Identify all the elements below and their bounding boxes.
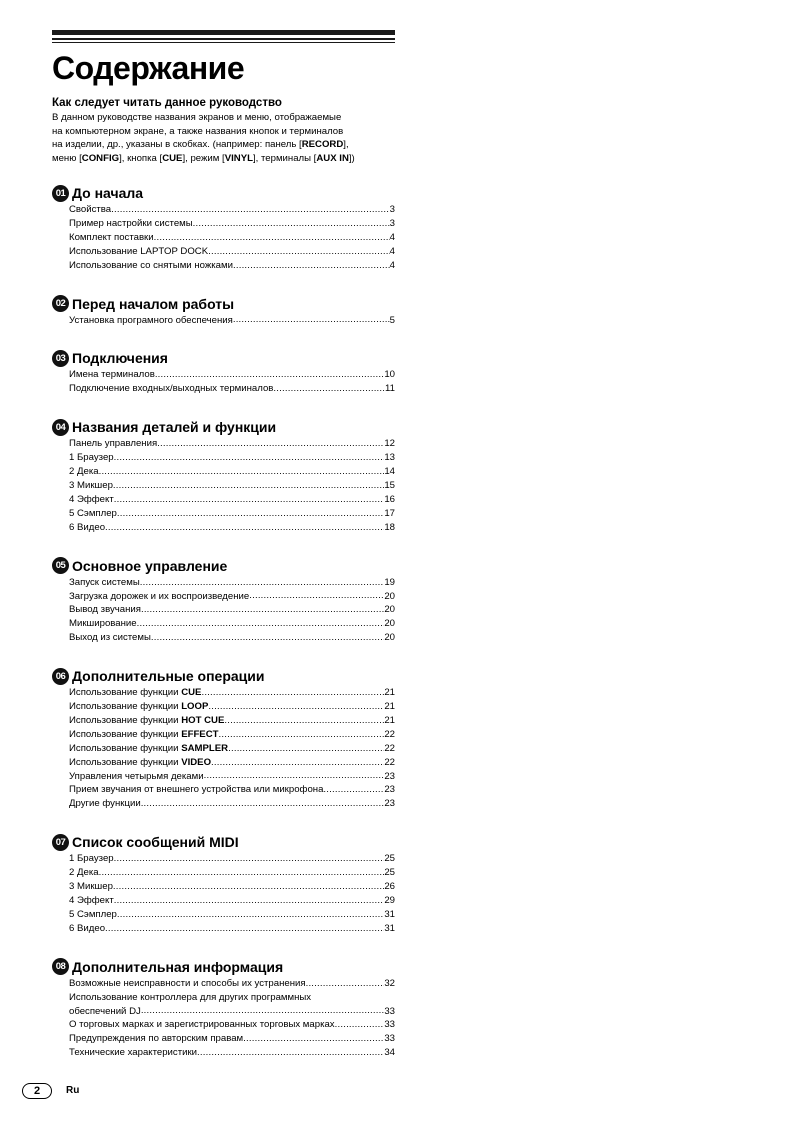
toc-entry-text: Предупреждения по авторским правам xyxy=(69,1033,244,1045)
toc-entry[interactable] xyxy=(69,880,395,894)
toc-entry-text: Микширование xyxy=(69,618,137,630)
toc-entry[interactable] xyxy=(69,991,395,1019)
section-header xyxy=(52,417,395,437)
toc-entry[interactable] xyxy=(69,728,395,742)
section-number-icon: 06 xyxy=(52,668,69,685)
toc-page-number: 31 xyxy=(384,922,395,934)
section-header xyxy=(52,183,395,203)
toc-entry-text: Вывод звучания xyxy=(69,604,141,616)
intro-text-run: VINYL xyxy=(224,152,253,164)
toc-entry-list xyxy=(52,203,395,273)
toc-entry-text: Использование функции xyxy=(69,756,182,768)
toc-entry-label xyxy=(69,783,323,797)
toc-entry-text: Использование функции xyxy=(69,701,182,713)
intro-heading: Как следует читать данное руководство xyxy=(52,97,282,109)
toc-entry-text: 3 Микшер xyxy=(69,479,113,491)
toc-entry-text: Управления четырьмя деками xyxy=(69,770,204,782)
toc-leader-dots xyxy=(99,465,385,479)
toc-leader-dots xyxy=(141,603,384,617)
toc-page-number: 20 xyxy=(384,604,395,616)
toc-entry-label xyxy=(69,590,249,604)
section-title: До начала xyxy=(72,185,144,201)
toc-entry-label xyxy=(69,894,114,908)
toc-entry-label xyxy=(69,756,211,770)
toc-entry[interactable] xyxy=(69,576,395,590)
toc-entry[interactable] xyxy=(69,770,395,784)
toc-section xyxy=(52,666,395,811)
toc-entry-label xyxy=(69,603,141,617)
toc-leader-dots xyxy=(197,1046,384,1060)
toc-page-number: 34 xyxy=(384,1047,395,1059)
section-title: Перед началом работы xyxy=(72,295,235,312)
toc-entry[interactable] xyxy=(69,368,395,382)
section-header xyxy=(52,294,395,314)
toc-entry-text: 5 Сэмплер xyxy=(69,507,117,519)
toc-leader-dots xyxy=(219,728,385,742)
intro-text-run: на изделии, др., указаны в скобках. (например: панель [ xyxy=(52,139,302,151)
toc-entry-text: Панель управления xyxy=(69,438,158,450)
toc-leader-dots xyxy=(117,908,384,922)
toc-entry-label xyxy=(69,1046,197,1060)
toc-page-number: 21 xyxy=(384,714,395,726)
toc-page-number: 3 xyxy=(389,204,395,215)
toc-entry[interactable] xyxy=(69,631,395,645)
toc-page-number: 10 xyxy=(384,369,395,381)
header-rule xyxy=(52,30,395,35)
toc-entry-label xyxy=(69,880,113,894)
toc-page-number: 21 xyxy=(384,687,395,699)
toc-entry-text: Использование функции xyxy=(69,687,182,699)
section-header xyxy=(52,348,395,368)
toc-page-number: 15 xyxy=(384,479,395,491)
toc-entry-text: Использование функции xyxy=(69,714,182,726)
toc-entry-list xyxy=(52,686,395,811)
toc-entry-label xyxy=(69,231,154,245)
toc-entry[interactable] xyxy=(69,686,395,700)
toc-leader-dots xyxy=(137,617,385,631)
toc-entry-label xyxy=(69,1018,335,1032)
header-rule xyxy=(52,38,395,40)
toc-page-number: 23 xyxy=(384,770,395,782)
toc-entry[interactable] xyxy=(69,217,395,231)
toc-entry-text: 6 Видео xyxy=(69,922,106,934)
toc-entry[interactable] xyxy=(69,852,395,866)
toc-entry-label xyxy=(69,493,114,507)
intro-text-run: AUX IN xyxy=(316,152,349,164)
section-number-icon: 05 xyxy=(52,557,69,574)
toc-entry[interactable] xyxy=(69,437,395,451)
toc-leader-dots xyxy=(105,521,384,535)
toc-entry-text: Выход из системы xyxy=(69,632,151,644)
toc-page-number: 22 xyxy=(384,756,395,768)
toc-section xyxy=(52,832,395,935)
toc-page-number: 17 xyxy=(384,507,395,519)
toc-entry-label xyxy=(69,259,233,273)
toc-page-number: 11 xyxy=(385,383,395,395)
toc-page-number: 25 xyxy=(384,853,395,865)
toc-entry-list xyxy=(52,368,395,396)
toc-entry-label xyxy=(69,521,105,535)
toc-entry-text: Другие функции xyxy=(69,798,141,810)
toc-entry-text: 2 Дека xyxy=(69,867,99,879)
intro-text-run: В данном руководстве названия экранов и меню, отображаемые xyxy=(52,112,342,123)
section-header xyxy=(52,957,395,977)
toc-page-number: 12 xyxy=(384,438,395,450)
toc-entry[interactable] xyxy=(69,493,395,507)
toc-entry[interactable] xyxy=(69,314,395,328)
toc-leader-dots xyxy=(141,797,385,811)
toc-entry-text: Запуск системы xyxy=(69,576,140,588)
intro-text-run: меню [ xyxy=(52,152,82,164)
toc-page-number: 31 xyxy=(384,908,395,920)
toc-entry-label xyxy=(69,507,117,521)
toc-leader-dots xyxy=(155,368,385,382)
toc-entry[interactable] xyxy=(69,977,395,991)
toc-entry-keyword: SAMPLER xyxy=(181,742,229,754)
toc-entry-line xyxy=(69,1005,395,1019)
toc-entry-label xyxy=(69,977,306,991)
toc-entry-label xyxy=(69,576,140,590)
intro-text-run: ], кнопка [ xyxy=(119,152,163,164)
toc-entry-text: Прием звучания от внешнего устройства или микрофона xyxy=(69,784,324,796)
toc-entry[interactable] xyxy=(69,590,395,604)
toc-leader-dots xyxy=(99,866,385,880)
toc-entry[interactable] xyxy=(69,700,395,714)
toc-entry-label xyxy=(69,437,157,451)
toc-entry-label xyxy=(69,866,99,880)
toc-entry[interactable] xyxy=(69,1046,395,1060)
intro-text-run: CUE xyxy=(162,152,183,164)
header-rule xyxy=(52,42,395,43)
toc-entry[interactable] xyxy=(69,382,395,396)
toc-leader-dots xyxy=(114,451,385,465)
section-header xyxy=(52,556,395,576)
toc-page-number: 5 xyxy=(389,314,395,326)
toc-page-number: 25 xyxy=(384,867,395,879)
toc-leader-dots xyxy=(233,259,390,273)
section-number-icon: 01 xyxy=(52,185,69,202)
toc-entry[interactable] xyxy=(69,908,395,922)
toc-leader-dots xyxy=(249,590,384,604)
toc-page-number: 4 xyxy=(389,245,395,257)
toc-page-number: 23 xyxy=(384,784,395,796)
toc-entry[interactable] xyxy=(69,465,395,479)
toc-entry-text: Комплект поставки xyxy=(69,231,154,243)
section-title: Названия деталей и функции xyxy=(72,419,277,436)
toc-page-number: 19 xyxy=(384,576,395,588)
intro-text xyxy=(52,111,397,165)
toc-entry-keyword: HOT CUE xyxy=(181,714,225,726)
toc-entry-text: Установка програмного обеспечения xyxy=(69,314,233,326)
toc-entry[interactable] xyxy=(69,1032,395,1046)
toc-entry-label xyxy=(69,1032,243,1046)
toc-entry[interactable] xyxy=(69,245,395,259)
toc-leader-dots xyxy=(228,742,384,756)
toc-page-number: 20 xyxy=(384,618,395,630)
section-title: Подключения xyxy=(72,350,168,367)
toc-leader-dots xyxy=(140,576,385,590)
toc-entry[interactable] xyxy=(69,894,395,908)
toc-section xyxy=(52,417,395,534)
toc-leader-dots xyxy=(117,507,384,521)
toc-page-number: 21 xyxy=(384,701,395,713)
section-header xyxy=(52,666,395,686)
section-number-icon: 03 xyxy=(52,350,69,367)
section-number-icon: 02 xyxy=(52,295,69,312)
section-title: Основное управление xyxy=(72,557,228,574)
toc-entry-text: 4 Эффект xyxy=(69,493,114,505)
toc-leader-dots xyxy=(113,479,384,493)
toc-entry[interactable] xyxy=(69,866,395,880)
page-number-badge: 2 xyxy=(22,1083,52,1099)
toc-leader-dots xyxy=(105,922,384,936)
toc-page-number: 20 xyxy=(384,590,395,602)
toc-entry-label xyxy=(69,203,111,217)
section-number-icon: 04 xyxy=(52,419,69,436)
intro-text-run: ], режим [ xyxy=(182,152,225,164)
toc-leader-dots xyxy=(208,245,390,259)
toc-page-number: 32 xyxy=(384,977,395,989)
intro-text-run: RECORD xyxy=(301,139,344,151)
toc-entry[interactable] xyxy=(69,617,395,631)
toc-page-number: 20 xyxy=(384,632,395,644)
toc-entry-label xyxy=(69,797,141,811)
toc-section xyxy=(52,556,395,646)
toc-leader-dots xyxy=(113,880,384,894)
toc-entry-label xyxy=(69,382,273,396)
section-number-icon: 07 xyxy=(52,834,69,851)
toc-sections xyxy=(52,183,395,1081)
toc-entry[interactable] xyxy=(69,742,395,756)
toc-page-number: 4 xyxy=(389,259,395,271)
toc-page-number: 22 xyxy=(384,728,395,740)
toc-entry[interactable] xyxy=(69,783,395,797)
toc-entry-label xyxy=(69,631,151,645)
toc-leader-dots xyxy=(208,700,384,714)
toc-page-number: 33 xyxy=(384,1005,395,1017)
toc-entry-text: Пример настройки системы xyxy=(69,217,193,229)
language-code: Ru xyxy=(66,1085,80,1096)
toc-entry-text: О торговых марках и зарегистрированных торговых марках xyxy=(69,1019,335,1031)
toc-entry[interactable] xyxy=(69,231,395,245)
toc-leader-dots xyxy=(335,1018,385,1032)
toc-entry-text: 1 Браузер xyxy=(69,452,114,464)
toc-entry-text: Использование функции xyxy=(69,742,182,754)
intro-block xyxy=(52,96,397,165)
toc-page-number: 22 xyxy=(384,742,395,754)
toc-entry-text: Возможные неисправности и способы их устранения xyxy=(69,977,306,989)
toc-page-number: 33 xyxy=(384,1033,395,1045)
toc-page-number: 3 xyxy=(389,217,395,229)
toc-entry[interactable] xyxy=(69,259,395,273)
intro-text-run: ], терминалы [ xyxy=(252,152,317,164)
toc-leader-dots xyxy=(323,783,384,797)
toc-entry-text: 2 Дека xyxy=(69,466,99,478)
toc-leader-dots xyxy=(111,203,390,217)
toc-leader-dots xyxy=(211,756,384,770)
toc-entry-keyword: EFFECT xyxy=(181,728,219,740)
toc-entry-label xyxy=(69,245,208,259)
toc-leader-dots xyxy=(157,437,384,451)
toc-entry-text: 1 Браузер xyxy=(69,853,114,865)
toc-entry[interactable] xyxy=(69,203,395,217)
section-number-icon: 08 xyxy=(52,958,69,975)
toc-entry[interactable] xyxy=(69,521,395,535)
toc-entry-label xyxy=(69,714,224,728)
toc-entry-label: Использование контроллера для других программных xyxy=(69,991,312,1003)
toc-entry-text: Использование LAPTOP DOCK xyxy=(69,245,209,257)
toc-entry-text: Подключение входных/выходных терминалов xyxy=(69,383,274,395)
toc-leader-dots xyxy=(114,493,385,507)
toc-entry-keyword: LOOP xyxy=(181,701,209,713)
toc-leader-dots xyxy=(201,686,384,700)
toc-entry-label xyxy=(69,617,137,631)
toc-entry[interactable] xyxy=(69,479,395,493)
toc-entry-list xyxy=(52,437,395,534)
toc-entry-label xyxy=(69,742,228,756)
toc-entry-label xyxy=(69,217,193,231)
toc-page-number: 23 xyxy=(384,798,395,810)
toc-entry-label xyxy=(69,770,204,784)
toc-entry-keyword: CUE xyxy=(181,687,202,699)
toc-entry-text: Технические характеристики xyxy=(69,1047,198,1059)
toc-entry-label: обеспечений DJ xyxy=(69,1005,141,1017)
toc-page-number: 13 xyxy=(384,452,395,464)
toc-entry-text: Имена терминалов xyxy=(69,369,155,381)
toc-page-number: 14 xyxy=(384,466,395,478)
intro-text-run: на компьютерном экране, а также названия кнопок и терминалов xyxy=(52,125,344,137)
section-title: Список сообщений MIDI xyxy=(72,834,239,851)
toc-entry[interactable] xyxy=(69,756,395,770)
toc-entry-label xyxy=(69,908,117,922)
toc-entry-label xyxy=(69,314,233,328)
section-header xyxy=(52,832,395,852)
toc-section xyxy=(52,348,395,396)
toc-leader-dots xyxy=(141,1005,385,1019)
toc-entry-label xyxy=(69,728,219,742)
section-title: Дополнительные операции xyxy=(72,668,265,685)
toc-entry-list xyxy=(52,852,395,935)
toc-section xyxy=(52,183,395,273)
toc-entry[interactable] xyxy=(69,451,395,465)
toc-entry-label xyxy=(69,368,155,382)
toc-page-number: 4 xyxy=(389,231,395,243)
toc-section xyxy=(52,957,395,1060)
toc-entry[interactable] xyxy=(69,507,395,521)
toc-leader-dots xyxy=(224,714,384,728)
toc-entry-label xyxy=(69,451,114,465)
toc-entry-text: 5 Сэмплер xyxy=(69,908,117,920)
toc-leader-dots xyxy=(114,894,385,908)
toc-section xyxy=(52,294,395,328)
toc-page-number: 33 xyxy=(384,1019,395,1031)
toc-entry-label xyxy=(69,700,208,714)
toc-entry-label xyxy=(69,852,114,866)
toc-entry-list xyxy=(52,314,395,328)
toc-leader-dots xyxy=(243,1032,384,1046)
toc-entry-text: Загрузка дорожек и их воспроизведение xyxy=(69,590,250,602)
toc-leader-dots xyxy=(273,382,385,396)
toc-entry-text: Использование функции xyxy=(69,728,182,740)
section-title: Дополнительная информация xyxy=(72,958,284,975)
toc-page-number: 16 xyxy=(384,493,395,505)
toc-entry[interactable] xyxy=(69,714,395,728)
toc-entry-text: 3 Микшер xyxy=(69,881,113,893)
toc-leader-dots xyxy=(154,231,390,245)
toc-entry-label xyxy=(69,922,105,936)
intro-text-run: ]) xyxy=(348,152,355,164)
intro-text-run: CONFIG xyxy=(81,152,120,164)
toc-entry-text: 4 Эффект xyxy=(69,895,114,906)
toc-leader-dots xyxy=(193,217,390,231)
toc-entry-list xyxy=(52,576,395,646)
toc-page-number: 29 xyxy=(384,895,395,906)
toc-page-number: 26 xyxy=(384,881,395,893)
toc-entry[interactable] xyxy=(69,922,395,936)
toc-leader-dots xyxy=(204,770,385,784)
page-title: Содержание xyxy=(52,50,245,86)
toc-entry-label xyxy=(69,686,201,700)
toc-leader-dots xyxy=(151,631,384,645)
toc-entry-label xyxy=(69,465,99,479)
toc-entry[interactable] xyxy=(69,603,395,617)
toc-page-number: 18 xyxy=(384,521,395,533)
toc-entry-keyword: VIDEO xyxy=(181,756,212,768)
toc-leader-dots xyxy=(306,977,385,991)
toc-entry-label xyxy=(69,479,113,493)
toc-leader-dots xyxy=(233,314,390,328)
toc-leader-dots xyxy=(114,852,385,866)
toc-entry-text: Использование со снятыми ножками xyxy=(69,259,233,271)
toc-entry-text: Свойства xyxy=(69,204,112,215)
toc-entry[interactable] xyxy=(69,1018,395,1032)
toc-entry-list xyxy=(52,977,395,1060)
toc-entry[interactable] xyxy=(69,797,395,811)
toc-entry-text: 6 Видео xyxy=(69,521,106,533)
intro-text-run: ], xyxy=(343,139,349,151)
